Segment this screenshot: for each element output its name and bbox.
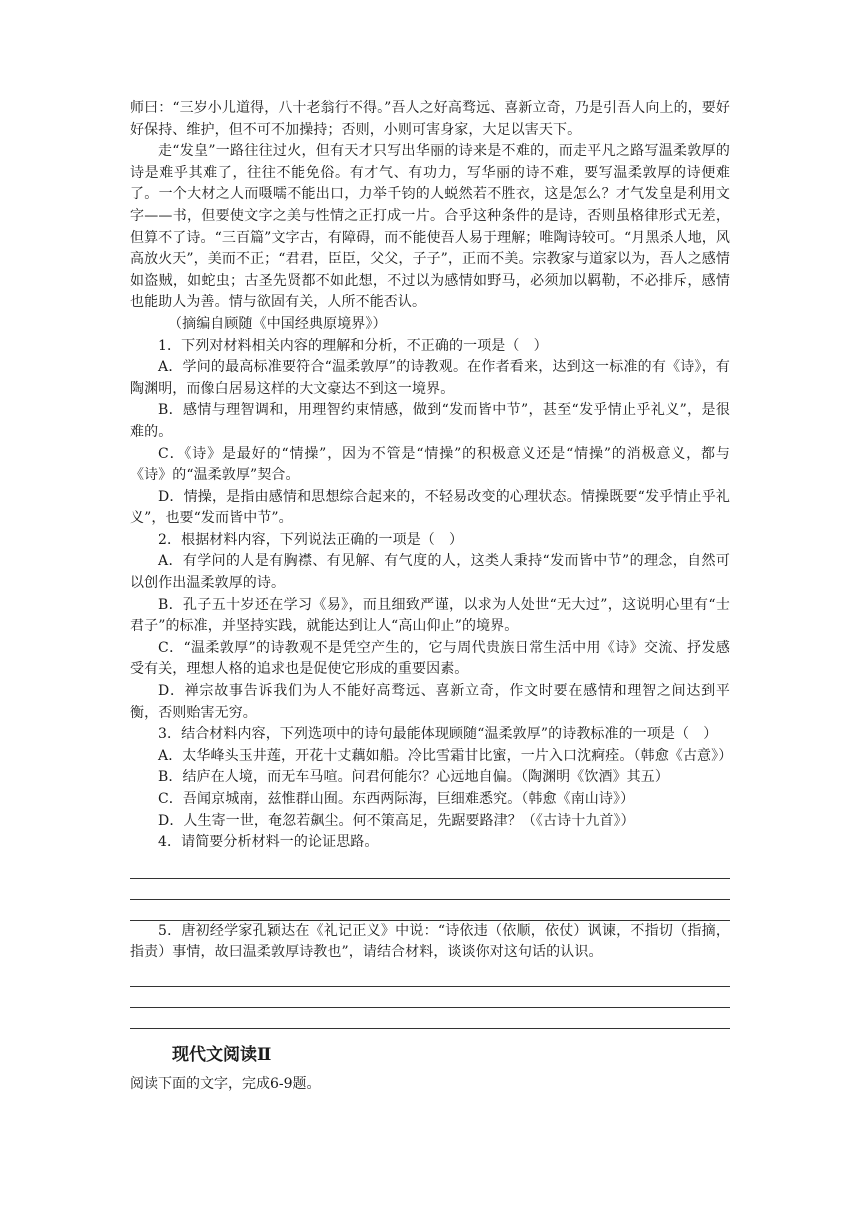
question-2-option-b: B．孔子五十岁还在学习《易》，而且细致严谨，以求为人处世“无大过”，这说明心里有“士君子”的标准，并坚持实践，就能达到让人“高山仰止”的境界。 (130, 596, 730, 635)
question-1-option-c: C．《诗》是最好的“情操”，因为不管是“情操”的积极意义还是“情操”的消极意义，都与《诗》的“温柔敦厚”契合。 (130, 445, 730, 484)
question-3-option-c: C．吾闻京城南，兹惟群山囿。东西两际海，巨细难悉究。（韩愈《南山诗》） (158, 791, 635, 807)
answer-line[interactable] (130, 858, 730, 879)
question-1-option-a: A．学问的最高标准要符合“温柔敦厚”的诗教观。在作者看来，达到这一标准的有《诗》，有陶渊明，而像白居易这样的大文豪达不到这一境界。 (130, 359, 730, 397)
question-1-option-b: B．感情与理智调和，用理智约束情感，做到“发而皆中节”，甚至“发乎情止乎礼义”，是很难的。 (130, 402, 730, 440)
question-1-option-d: D．情操，是指由感情和思想综合起来的，不轻易改变的心理状态。情操既要“发乎情止乎礼义”，也要“发而皆中节”。 (130, 488, 730, 527)
section-title: 现代文阅读Ⅱ (172, 1045, 272, 1065)
section-intro: 阅读下面的文字，完成6-9题。 (130, 1076, 321, 1092)
passage-citation: （摘编自顾随《中国经典原境界》） (168, 315, 387, 332)
question-3-option-d: D．人生寄一世，奄忽若飙尘。何不策高足，先踞要路津？（《古诗十九首》） (158, 812, 635, 829)
passage-paragraph: 走“发皇”一路往往过火，但有天才只写出华丽的诗来是不难的，而走平凡之路写温柔敦厚的诗是难乎其难了，往往不能免俗。有才气、有功力，写华丽的诗不难，要写温柔敦厚的诗便难了。一个大材之人而嗫嚅不能出口，力举千钧的人蜕然若不胜衣，这是怎么？才气发皇是利用文字——书，但要使文字之美与性情之正打成一片。合乎这种条件的是诗，否则虽格律形式无差，但算不了诗。“三百篇”文字古，有障碍，而不能使吾人易于理解；唯陶诗较可。“月黑杀人地，风高放火天”，美而不正；“君君，臣臣，父父，子子”，正而不美。宗教家与道家以为，吾人之感情如盗贼，如蛇虫；古圣先贤都不如此想，不过以为感情如野马，必须加以羁勒，不必排斥，感情也能助人为善。情与欲固有关，人所不能否认。 (130, 143, 730, 311)
question-5-stem: 5．唐初经学家孔颖达在《礼记正义》中说：“诗依违（依顺，依仗）讽谏，不指切（指摘，指责）事情，故曰温柔敦厚诗教也”，请结合材料，谈谈你对这句话的认识。 (130, 922, 730, 961)
question-3-option-b: B．结庐在人境，而无车马喧。问君何能尔？心远地自偏。（陶渊明《饮酒》其五） (158, 769, 669, 786)
answer-line[interactable] (130, 879, 730, 900)
question-2-option-a: A．有学问的人是有胸襟、有见解、有气度的人，这类人秉持“发而皆中节”的理念，自然可以创作出温柔敦厚的诗。 (130, 553, 730, 592)
question-2-stem: 2．根据材料内容，下列说法正确的一项是（ ） (158, 531, 464, 548)
question-3-stem: 3．结合材料内容，下列选项中的诗句最能体现顾随“温柔敦厚”的诗教标准的一项是（ ） (158, 726, 718, 743)
question-2-option-d: D．禅宗故事告诉我们为人不能好高骛远、喜新立奇，作文时要在感情和理智之间达到平衡，否则贻害无穷。 (130, 683, 730, 721)
passage-paragraph: 师曰：“三岁小儿道得，八十老翁行不得。”吾人之好高骛远、喜新立奇，乃是引吾人向上的，要好好保持、维护，但不可不加操持；否则，小则可害身家，大足以害天下。 (130, 100, 730, 138)
question-3-option-a: A．太华峰头玉井莲，开花十丈藕如船。冷比雪霜甘比蜜，一片入口沈痾痊。（韩愈《古意》） (158, 747, 733, 764)
question-4-stem: 4．请简要分析材料一的论证思路。 (158, 834, 379, 851)
document-body (130, 98, 733, 1029)
question-2-option-c: C．“温柔敦厚”的诗教观不是凭空产生的，它与周代贵族日常生活中用《诗》交流、抒发感受有关，理想人格的追求也是促使它形成的重要因素。 (130, 639, 730, 678)
answer-area-q4[interactable] (130, 858, 730, 921)
answer-line[interactable] (130, 987, 730, 1008)
question-1-stem: 1．下列对材料相关内容的理解和分析，不正确的一项是（ ） (158, 337, 548, 354)
answer-area-q5[interactable] (130, 966, 730, 1029)
answer-line[interactable] (130, 966, 730, 987)
answer-line[interactable] (130, 1008, 730, 1029)
answer-line[interactable] (130, 900, 730, 921)
